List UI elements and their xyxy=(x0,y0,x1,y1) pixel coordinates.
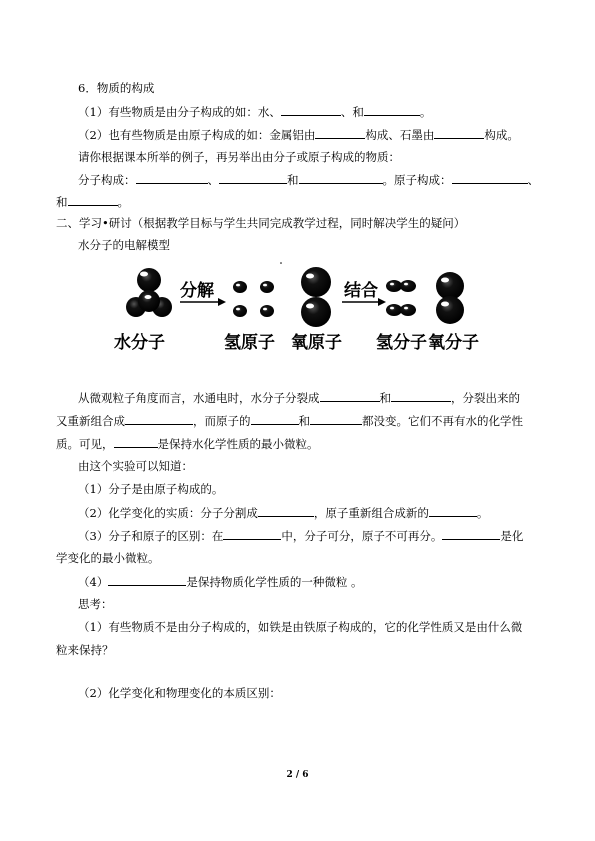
experiment-intro: 由这个实验可以知道： xyxy=(78,459,193,473)
page-number: 2 / 6 xyxy=(286,770,309,780)
blank[interactable] xyxy=(223,528,281,540)
blank[interactable] xyxy=(434,127,484,139)
conclusion-3-cont: 学变化的最小微粒。 xyxy=(56,551,160,565)
conclusion-4: （4） 是保持物质化学性质的一种微粒 。 xyxy=(78,575,363,589)
combine-label: 结合 xyxy=(344,281,378,301)
blank[interactable] xyxy=(364,104,420,116)
think-label: 思考： xyxy=(78,597,113,611)
think-question-2: （2）化学变化和物理变化的本质区别： xyxy=(78,686,281,700)
paragraph-line-1: 从微观粒子角度而言，水通电时，水分子分裂成 和 ，分裂出来的 xyxy=(78,391,520,405)
blank[interactable] xyxy=(315,127,365,139)
prompt: 请你根据课本所举的例子，再另举出由分子或原子构成的物质： xyxy=(78,150,400,164)
decompose-label: 分解 xyxy=(180,281,214,301)
hydrogen-atom-label: 氢原子 xyxy=(224,333,275,353)
blank[interactable] xyxy=(299,172,383,184)
blank[interactable] xyxy=(136,172,208,184)
blank[interactable] xyxy=(442,528,500,540)
question-2: （2）也有些物质是由原子构成的如：金属铝由 构成、石墨由 构成。 xyxy=(78,128,519,142)
model-title: 水分子的电解模型 xyxy=(78,238,170,252)
water-molecule-icon xyxy=(126,268,172,317)
blank[interactable] xyxy=(320,390,380,402)
blank[interactable] xyxy=(125,413,193,425)
and-line: 和 。 xyxy=(56,195,129,209)
oxygen-molecule-label: 氧分子 xyxy=(428,333,479,353)
hydrogen-molecules-icon xyxy=(386,280,416,316)
oxygen-atoms-icon xyxy=(301,267,331,327)
section-6-heading: 6．物质的构成 xyxy=(78,81,155,95)
hydrogen-atoms-icon xyxy=(233,281,274,317)
blank[interactable] xyxy=(108,574,186,586)
blank[interactable] xyxy=(258,505,314,517)
blank[interactable] xyxy=(310,413,362,425)
water-electrolysis-diagram xyxy=(110,262,490,362)
blank[interactable] xyxy=(281,104,341,116)
paragraph-line-2: 又重新组合成 ，而原子的 和 都没变。它们不再有水的化学性 xyxy=(56,414,523,428)
think-question-1: （1）有些物质不是由分子构成的，如铁是由铁原子构成的，它的化学性质又是由什么微 xyxy=(78,620,523,634)
blank[interactable] xyxy=(68,194,118,206)
question-1: （1）有些物质是由分子构成的如：水、 、和 。 xyxy=(78,105,432,119)
conclusion-1: （1）分子是由原子构成的。 xyxy=(78,482,224,496)
hydrogen-molecule-label: 氢分子 xyxy=(376,333,427,353)
blank[interactable] xyxy=(251,413,299,425)
section-2-heading: 二、学习•研讨（根据教学目标与学生共同完成教学过程，同时解决学生的疑问） xyxy=(56,216,466,230)
conclusion-2: （2）化学变化的实质：分子分割成 ，原子重新组合成新的 。 xyxy=(78,506,489,520)
blank[interactable] xyxy=(114,436,158,448)
think-question-1-cont: 粒来保持？ xyxy=(56,643,114,657)
molecule-line: 分子构成： 、 和 。原子构成： 、 xyxy=(78,173,539,187)
water-molecule-label: 水分子 xyxy=(114,333,165,353)
blank[interactable] xyxy=(391,390,451,402)
oxygen-molecule-icon xyxy=(436,272,464,324)
blank[interactable] xyxy=(429,505,477,517)
blank[interactable] xyxy=(452,172,528,184)
paragraph-line-3: 质。可见， 是保持水化学性质的最小微粒。 xyxy=(56,437,319,451)
blank[interactable] xyxy=(219,172,287,184)
conclusion-3: （3）分子和原子的区别：在 中，分子可分，原子不可再分。 是化 xyxy=(78,529,524,543)
oxygen-atom-label: 氧原子 xyxy=(291,333,342,353)
